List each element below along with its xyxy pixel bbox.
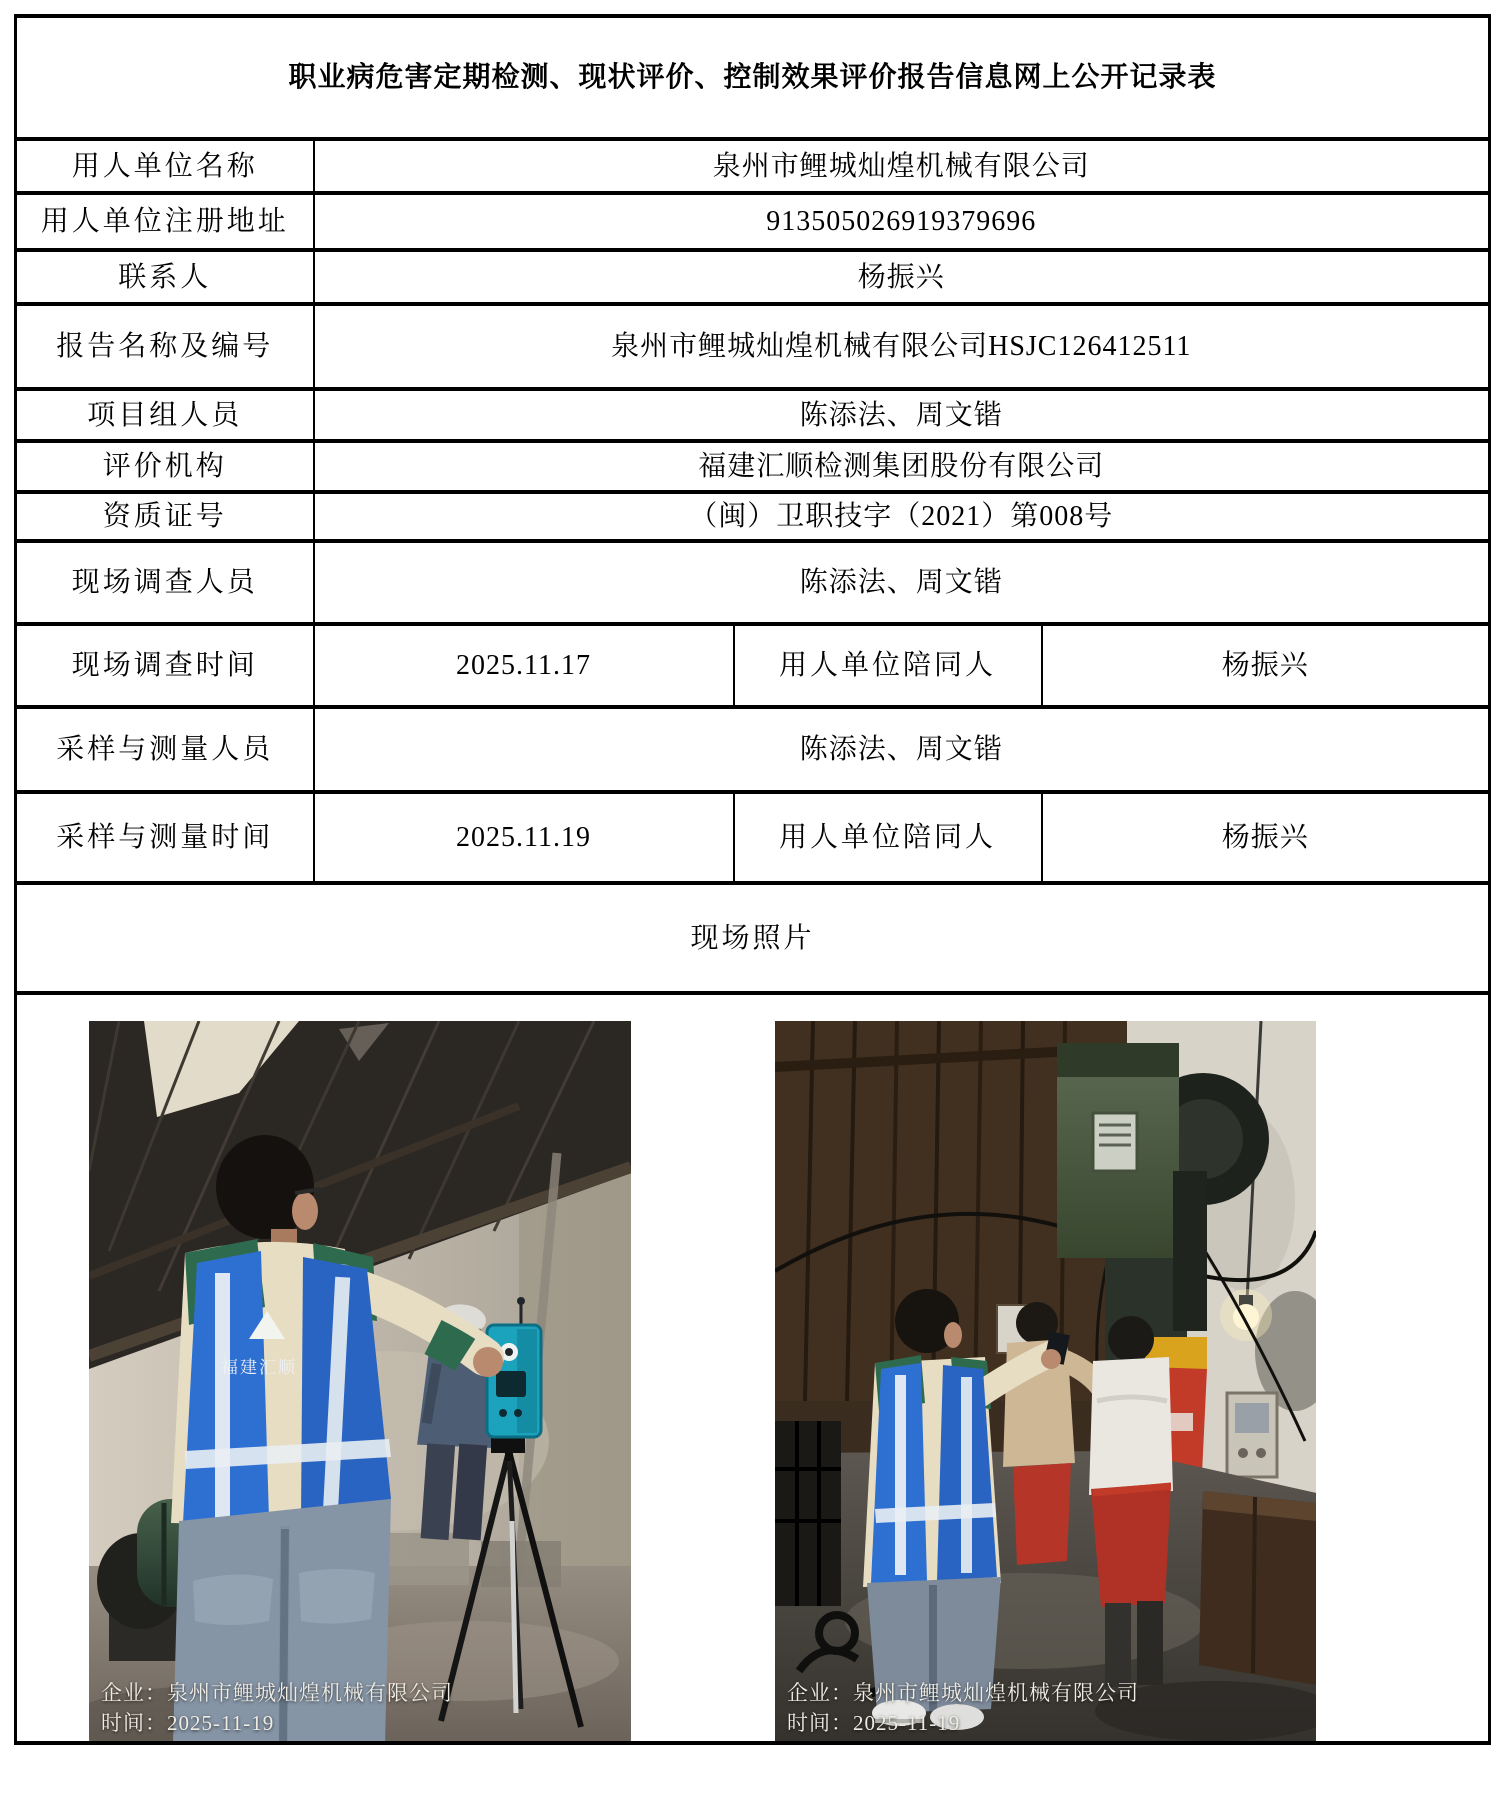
row-contact-value: 杨振兴 (314, 250, 1490, 304)
row-survey-staff-value: 陈添法、周文锴 (314, 541, 1490, 624)
row-sampling-staff-value: 陈添法、周文锴 (314, 707, 1490, 792)
photos-area (16, 993, 1490, 1743)
row-agency-value: 福建汇顺检测集团股份有限公司 (314, 441, 1490, 492)
row-survey-escort-label: 用人单位陪同人 (734, 624, 1042, 707)
row-employer-name-label: 用人单位名称 (16, 139, 314, 193)
metal-box (1199, 1491, 1316, 1685)
record-table (14, 14, 1491, 1745)
row-report-label: 报告名称及编号 (16, 304, 314, 389)
row-sampling-staff-label: 采样与测量人员 (16, 707, 314, 792)
control-panel (1227, 1393, 1277, 1477)
row-sampling-escort-label: 用人单位陪同人 (734, 792, 1042, 883)
row-survey-staff-label: 现场调查人员 (16, 541, 314, 624)
row-sampling-time-label: 采样与测量时间 (16, 792, 314, 883)
row-employer-address-value: 913505026919379696 (314, 193, 1490, 250)
site-photo-right (775, 1021, 1316, 1743)
photo-caption-right (787, 1679, 1139, 1738)
row-agency-label: 评价机构 (16, 441, 314, 492)
row-report-value: 泉州市鲤城灿煌机械有限公司HSJC126412511 (314, 304, 1490, 389)
rack (775, 1421, 841, 1606)
row-survey-time-label: 现场调查时间 (16, 624, 314, 707)
row-sampling-time-value: 2025.11.19 (314, 792, 734, 883)
vest-brand-text: 福建汇顺 (221, 1358, 297, 1377)
row-project-team-label: 项目组人员 (16, 389, 314, 441)
row-employer-name-value: 泉州市鲤城灿煌机械有限公司 (314, 139, 1490, 193)
row-qualification-value: （闽）卫职技字（2021）第008号 (314, 492, 1490, 541)
photo-right-company: 企业：泉州市鲤城灿煌机械有限公司 (787, 1681, 1139, 1706)
row-contact-label: 联系人 (16, 250, 314, 304)
row-qualification-label: 资质证号 (16, 492, 314, 541)
photo-caption-left (101, 1679, 453, 1738)
photo-left-scene (89, 1021, 631, 1743)
page-title: 职业病危害定期检测、现状评价、控制效果评价报告信息网上公开记录表 (16, 16, 1490, 139)
row-employer-address-label: 用人单位注册地址 (16, 193, 314, 250)
site-photo-left (89, 1021, 631, 1743)
photo-right-scene (775, 1021, 1316, 1743)
photo-left-company: 企业：泉州市鲤城灿煌机械有限公司 (101, 1681, 453, 1706)
record-sheet (14, 14, 1491, 1745)
photo-left-time: 时间：2025-11-19 (101, 1710, 275, 1735)
row-survey-escort-value: 杨振兴 (1042, 624, 1490, 707)
row-survey-time-value: 2025.11.17 (314, 624, 734, 707)
photo-right-time: 时间：2025-11-19 (787, 1710, 961, 1735)
row-sampling-escort-value: 杨振兴 (1042, 792, 1490, 883)
row-project-team-value: 陈添法、周文锴 (314, 389, 1490, 441)
row-photos-header: 现场照片 (16, 883, 1490, 993)
